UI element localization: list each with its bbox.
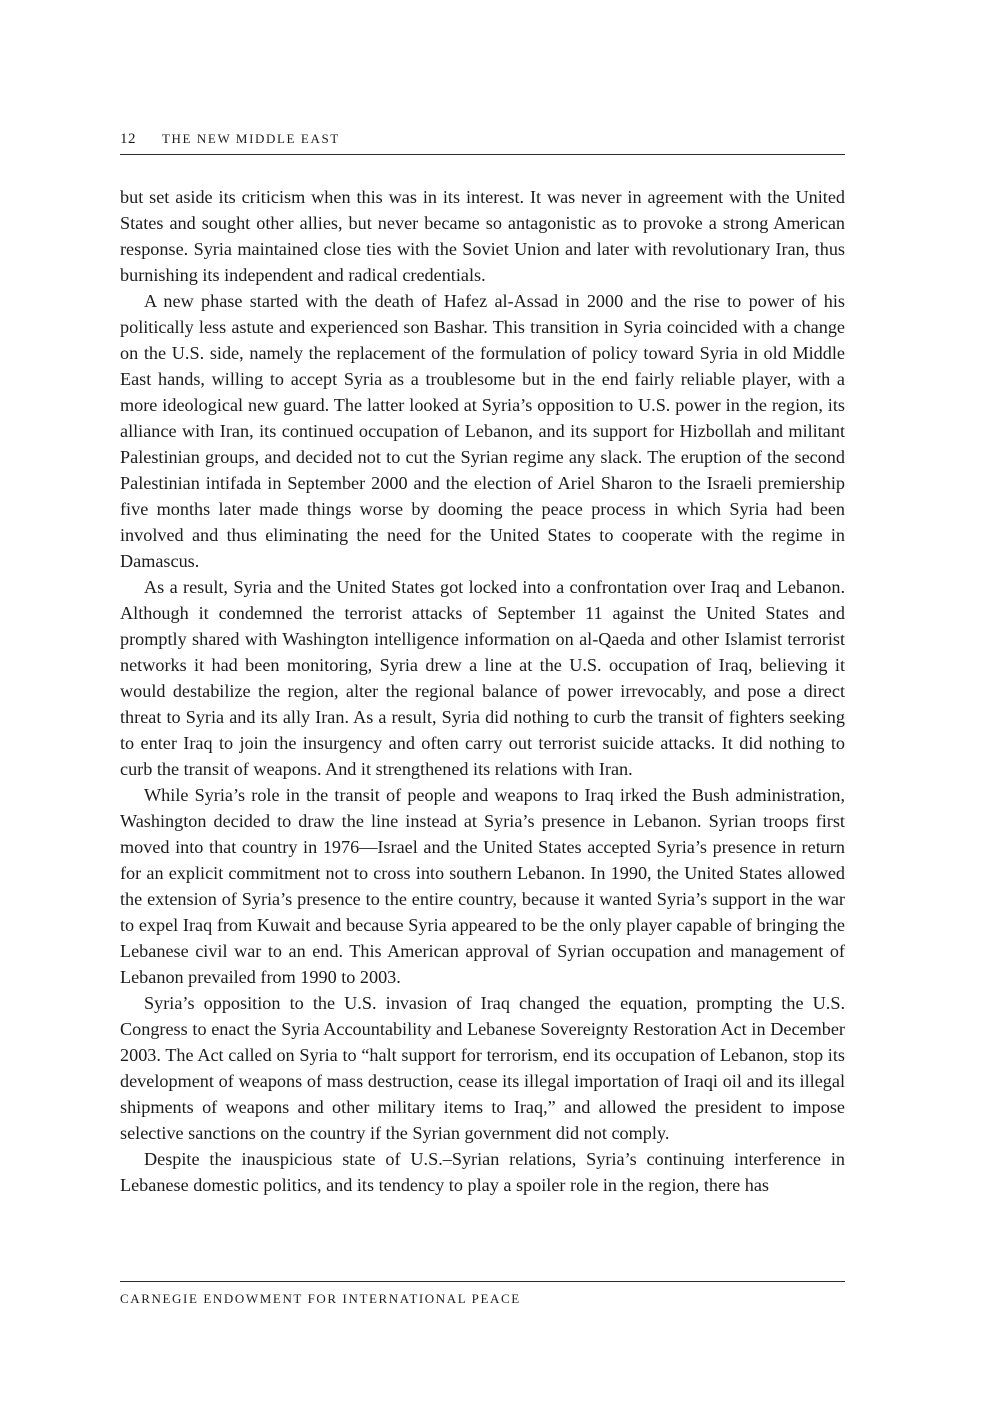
- body-text: [120, 184, 845, 1264]
- page-number: 12: [120, 131, 136, 147]
- paragraph-1: but set aside its criticism when this was in its interest. It was never in agreement with the United States and sought other allies, but never became so antagonistic as to provoke a strong American response. Syria maintained close ties with the Soviet Union and later with revolutionary Iran, thus burnishing its independent and radical credentials.: [120, 187, 845, 285]
- running-title: THE NEW MIDDLE EAST: [162, 131, 340, 146]
- paragraph-3: As a result, Syria and the United States got locked into a confrontation over Iraq and Lebanon. Although it condemned the terrorist attacks of September 11 against the United States and promptly shared with Washington intelligence information on al-Qaeda and other Islamist terrorist networks it had been monitoring, Syria drew a line at the U.S. occupation of Iraq, believing it would destabilize the region, alter the regional balance of power irrevocably, and pose a direct threat to Syria and its ally Iran. As a result, Syria did nothing to curb the transit of fighters seeking to enter Iraq to join the insurgency and often carry out terrorist suicide attacks. It did nothing to curb the transit of weapons. And it strengthened its relations with Iran.: [120, 577, 845, 779]
- running-head: [120, 128, 845, 150]
- paragraph-2: A new phase started with the death of Hafez al-Assad in 2000 and the rise to power of his politically less astute and experienced son Bashar. This transition in Syria coincided with a change on the U.S. side, namely the replacement of the formulation of policy toward Syria in old Middle East hands, willing to accept Syria as a troublesome but in the end fairly reliable player, with a more ideological new guard. The latter looked at Syria’s opposition to U.S. power in the region, its alliance with Iran, its continued occupation of Lebanon, and its support for Hizbollah and militant Palestinian groups, and decided not to cut the Syrian regime any slack. The eruption of the second Palestinian intifada in September 2000 and the election of Ariel Sharon to the Israeli premiership five months later made things worse by dooming the peace process in which Syria had been involved and thus eliminating the need for the United States to cooperate with the regime in Damascus.: [120, 291, 845, 571]
- paragraph-4: While Syria’s role in the transit of people and weapons to Iraq irked the Bush administration, Washington decided to draw the line instead at Syria’s presence in Lebanon. Syrian troops first moved into that country in 1976—Israel and the United States accepted Syria’s presence in return for an explicit commitment not to cross into southern Lebanon. In 1990, the United States allowed the extension of Syria’s presence to the entire country, because it wanted Syria’s support in the war to expel Iraq from Kuwait and because Syria appeared to be the only player capable of bringing the Lebanese civil war to an end. This American approval of Syrian occupation and management of Lebanon prevailed from 1990 to 2003.: [120, 785, 845, 987]
- footer-rule: [120, 1281, 845, 1282]
- paragraph-6: Despite the inauspicious state of U.S.–Syrian relations, Syria’s continuing interference in Lebanese domestic politics, and its tendency to play a spoiler role in the region, there has: [120, 1149, 845, 1195]
- header-rule: [120, 154, 845, 155]
- footer-publisher: CARNEGIE ENDOWMENT FOR INTERNATIONAL PEACE: [120, 1291, 521, 1306]
- paragraph-5: Syria’s opposition to the U.S. invasion of Iraq changed the equation, prompting the U.S. Congress to enact the Syria Accountability and Lebanese Sovereignty Restoration Act in December 2003. The Act called on Syria to “halt support for terrorism, end its occupation of Lebanon, stop its development of weapons of mass destruction, cease its illegal importation of Iraqi oil and its illegal shipments of weapons and other military items to Iraq,” and allowed the president to impose selective sanctions on the country if the Syrian government did not comply.: [120, 993, 845, 1143]
